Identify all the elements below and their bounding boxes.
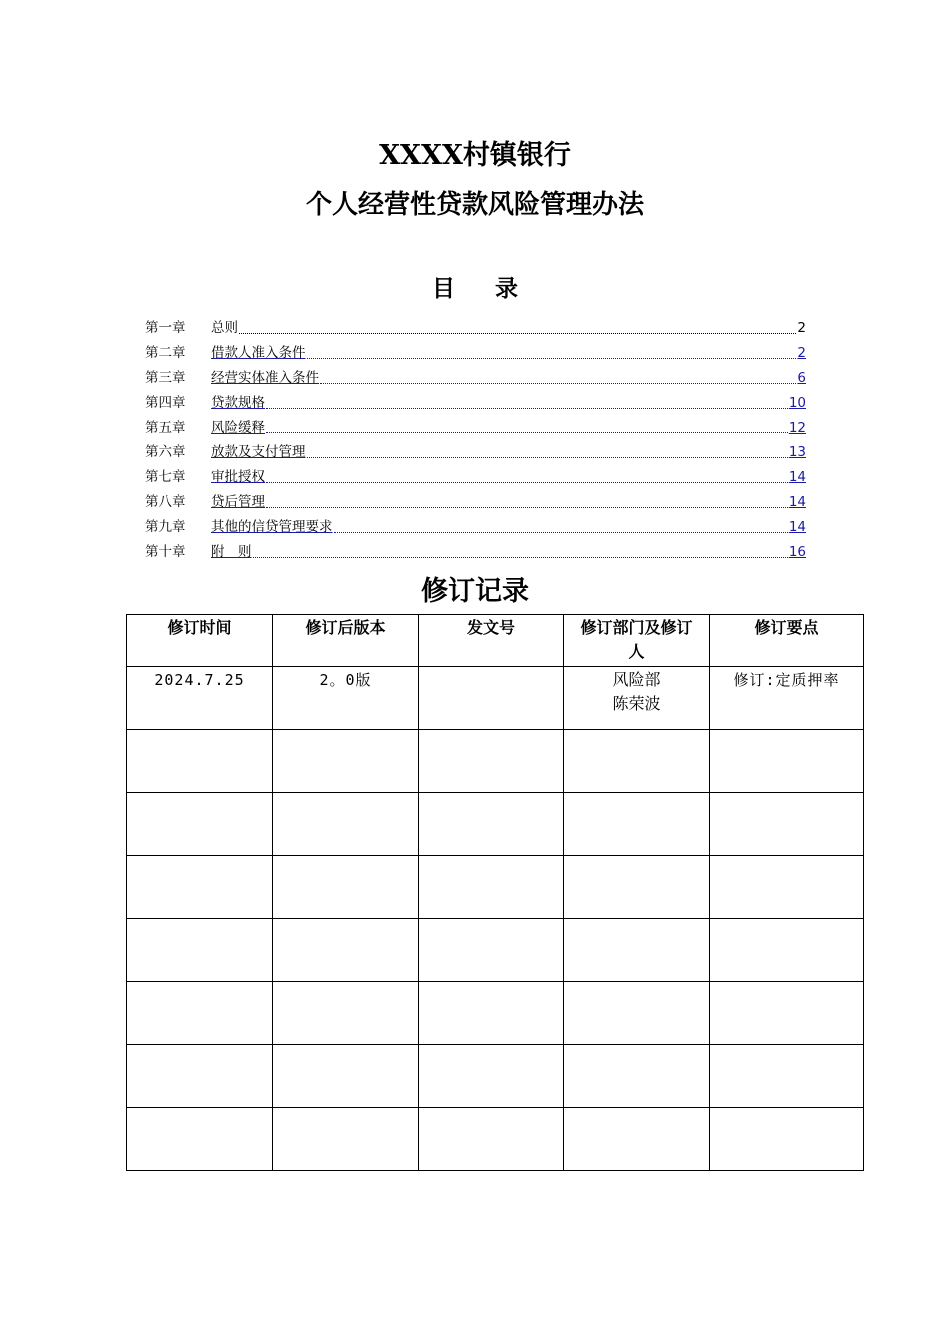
toc-title: 贷后管理 <box>211 494 265 511</box>
toc-page: 14 <box>788 469 806 486</box>
table-row <box>127 919 864 982</box>
toc-leader <box>253 556 788 558</box>
toc-page: 14 <box>788 519 806 536</box>
revision-table <box>126 614 864 1171</box>
toc-title: 借款人准入条件 <box>211 344 306 361</box>
table-row <box>127 730 864 793</box>
toc-item[interactable] <box>145 515 806 540</box>
toc-page: 2 <box>797 344 806 361</box>
toc-page: 14 <box>788 494 806 511</box>
toc-chapter: 第三章 <box>145 369 186 386</box>
toc-chapter: 第一章 <box>145 319 186 336</box>
revision-version-cell: 2。0版 <box>273 667 419 730</box>
toc-item[interactable] <box>145 391 806 416</box>
toc-leader <box>239 332 796 334</box>
table-of-contents <box>145 316 806 565</box>
toc-leader <box>266 481 788 483</box>
revision-docno-cell <box>419 667 564 730</box>
toc-title: 附 则 <box>211 544 252 560</box>
table-row <box>127 1045 864 1108</box>
toc-item[interactable] <box>145 440 806 465</box>
toc-title: 审批授权 <box>211 469 265 486</box>
toc-chapter: 第九章 <box>145 519 186 536</box>
toc-title: 其他的信贷管理要求 <box>211 519 333 536</box>
revision-dept-cell <box>564 667 710 730</box>
toc-leader <box>266 431 788 433</box>
toc-page: 16 <box>788 544 806 560</box>
toc-title: 总则 <box>211 319 238 336</box>
toc-item[interactable] <box>145 540 806 565</box>
toc-page: 2 <box>797 319 806 336</box>
toc-title: 经营实体准入条件 <box>211 369 319 386</box>
column-header: 修订时间 <box>127 615 273 667</box>
toc-page: 10 <box>788 394 806 411</box>
toc-title: 放款及支付管理 <box>211 444 306 461</box>
toc-item[interactable] <box>145 416 806 441</box>
toc-title: 风险缓释 <box>211 419 265 436</box>
toc-chapter: 第二章 <box>145 344 186 361</box>
toc-leader <box>307 456 788 458</box>
revision-date-cell: 2024.7.25 <box>127 667 273 730</box>
toc-leader <box>307 357 797 359</box>
toc-leader <box>320 382 796 384</box>
table-row <box>127 1108 864 1171</box>
table-row <box>127 793 864 856</box>
toc-heading-part2: 录 <box>495 275 518 302</box>
column-header: 修订后版本 <box>273 615 419 667</box>
revision-header-row <box>127 615 864 667</box>
toc-chapter: 第八章 <box>145 494 186 511</box>
toc-item[interactable] <box>145 341 806 366</box>
table-row <box>127 667 864 730</box>
toc-page: 12 <box>788 419 806 436</box>
toc-heading <box>0 270 950 303</box>
revision-notes-cell: 修订:定质押率 <box>710 667 864 730</box>
toc-heading-part1: 目 <box>432 275 455 302</box>
toc-title: 贷款规格 <box>211 394 265 411</box>
toc-item[interactable] <box>145 366 806 391</box>
toc-chapter: 第五章 <box>145 419 186 436</box>
revision-person: 陈荣波 <box>612 694 661 713</box>
table-row <box>127 982 864 1045</box>
document-title-policy: 个人经营性贷款风险管理办法 <box>305 190 644 220</box>
toc-item[interactable] <box>145 465 806 490</box>
toc-page: 13 <box>788 444 806 461</box>
column-header: 修订部门及修订人 <box>564 615 710 667</box>
toc-leader <box>266 407 788 409</box>
toc-chapter: 第六章 <box>145 444 186 461</box>
column-header: 发文号 <box>419 615 564 667</box>
toc-chapter: 第四章 <box>145 394 186 411</box>
toc-leader <box>266 506 788 508</box>
toc-page: 6 <box>797 369 806 386</box>
toc-leader <box>334 531 788 533</box>
toc-item[interactable] <box>145 316 806 341</box>
table-row <box>127 856 864 919</box>
toc-chapter: 第七章 <box>145 469 186 486</box>
revision-dept: 风险部 <box>612 670 661 689</box>
column-header: 修订要点 <box>710 615 864 667</box>
toc-chapter: 第十章 <box>145 544 186 560</box>
document-title-bank: XXXX村镇银行 <box>379 140 571 171</box>
revision-record-title: 修订记录 <box>421 576 529 607</box>
toc-item[interactable] <box>145 490 806 515</box>
